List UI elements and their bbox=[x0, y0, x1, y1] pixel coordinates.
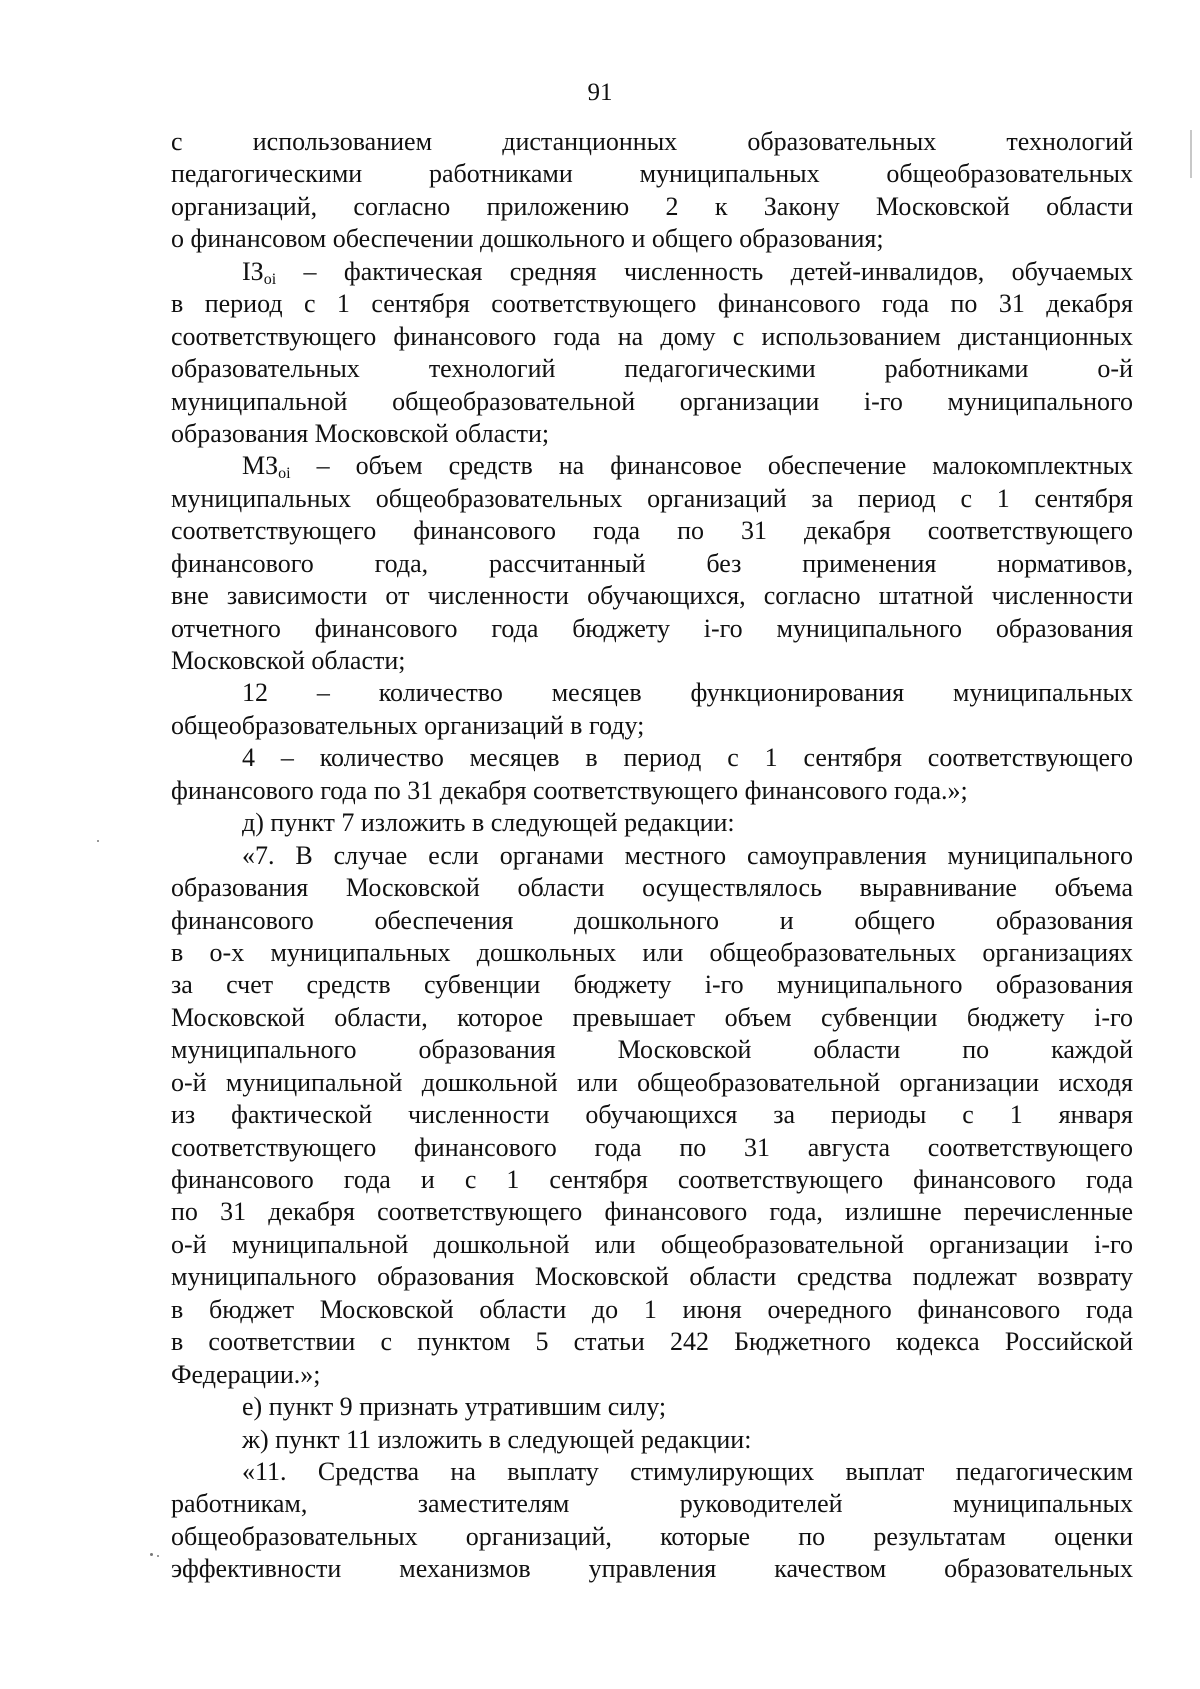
text-line bbox=[171, 1521, 1133, 1553]
line-text: о-й муниципальной дошкольной или общеобразовательной организации i-го bbox=[171, 1229, 1133, 1259]
line-text: образования Московской области; bbox=[171, 418, 550, 448]
line-text: эффективности механизмов управления качеством образовательных bbox=[171, 1554, 1133, 1584]
symbol-name: IЗ bbox=[242, 256, 264, 286]
text-line bbox=[171, 1067, 1133, 1099]
text-line bbox=[171, 742, 1133, 774]
text-line bbox=[171, 1553, 1133, 1585]
line-text: 4 – количество месяцев в период с 1 сентября соответствующего bbox=[242, 743, 1133, 773]
line-text: соответствующего финансового года на дому с использованием дистанционных bbox=[171, 321, 1133, 351]
text-line bbox=[171, 223, 1133, 255]
line-text: образования Московской области осуществлялось выравнивание объема bbox=[171, 873, 1133, 903]
text-line bbox=[171, 645, 1133, 677]
scan-speck bbox=[97, 840, 99, 842]
line-text: за счет средств субвенции бюджету i-го муниципального образования bbox=[171, 970, 1133, 1000]
line-text: организаций, согласно приложению 2 к Закону Московской области bbox=[171, 191, 1133, 221]
line-text: финансового обеспечения дошкольного и общего образования bbox=[171, 905, 1133, 935]
line-text: д) пункт 7 изложить в следующей редакции: bbox=[242, 808, 735, 838]
line-text: о финансовом обеспечении дошкольного и общего образования; bbox=[171, 224, 884, 254]
line-text: финансового года по 31 декабря соответствующего финансового года.»; bbox=[171, 775, 968, 805]
line-text: соответствующего финансового года по 31 декабря соответствующего bbox=[171, 516, 1133, 546]
scan-edge-mark bbox=[1190, 130, 1192, 178]
text-line bbox=[171, 580, 1133, 612]
line-text: в бюджет Московской области до 1 июня очередного финансового года bbox=[171, 1294, 1133, 1324]
line-text: Московской области; bbox=[171, 646, 406, 675]
text-line bbox=[171, 1326, 1133, 1358]
line-text: финансового года, рассчитанный без применения нормативов, bbox=[171, 548, 1133, 578]
line-text: общеобразовательных организаций в году; bbox=[171, 710, 645, 740]
line-text: муниципального образования Московской области средства подлежат возврату bbox=[171, 1262, 1133, 1292]
text-line bbox=[171, 710, 1133, 742]
text-line bbox=[171, 1034, 1133, 1066]
line-text: с использованием дистанционных образовательных технологий bbox=[171, 127, 1133, 156]
line-text: образовательных технологий педагогическими работниками о-й bbox=[171, 354, 1133, 384]
text-line bbox=[171, 191, 1133, 223]
line-text: о-й муниципальной дошкольной или общеобразовательной организации исходя bbox=[171, 1067, 1133, 1097]
line-text: муниципальной общеобразовательной организации i-го муниципального bbox=[171, 386, 1133, 416]
text-line bbox=[171, 1099, 1133, 1131]
text-line bbox=[171, 1229, 1133, 1261]
line-text: педагогическими работниками муниципальных общеобразовательных bbox=[171, 159, 1133, 189]
line-text: из фактической численности обучающихся за периоды с 1 января bbox=[171, 1100, 1133, 1130]
line-text: Московской области, которое превышает объем субвенции бюджету i-го bbox=[171, 1002, 1133, 1032]
text-line bbox=[171, 483, 1133, 515]
line-text: е) пункт 9 признать утратившим силу; bbox=[242, 1392, 667, 1422]
text-line bbox=[171, 677, 1133, 709]
text-line bbox=[171, 1488, 1133, 1520]
text-line bbox=[171, 418, 1133, 450]
text-line bbox=[171, 386, 1133, 418]
text-line bbox=[171, 1196, 1133, 1228]
line-text: – фактическая средняя численность детей-инвалидов, обучаемых bbox=[276, 256, 1133, 286]
text-line bbox=[171, 969, 1133, 1001]
text-line bbox=[171, 807, 1133, 839]
text-line bbox=[171, 613, 1133, 645]
line-text: – объем средств на финансовое обеспечение малокомплектных bbox=[290, 451, 1133, 481]
text-line bbox=[171, 775, 1133, 807]
text-line bbox=[171, 450, 1133, 482]
text-line bbox=[171, 1261, 1133, 1293]
text-line bbox=[171, 321, 1133, 353]
line-text: вне зависимости от численности обучающихся, согласно штатной численности bbox=[171, 581, 1133, 611]
line-text: финансового года и с 1 сентября соответствующего финансового года bbox=[171, 1165, 1133, 1194]
document-body bbox=[171, 126, 1133, 1586]
page-number: 91 bbox=[587, 79, 613, 106]
text-line bbox=[171, 1391, 1133, 1423]
line-text: муниципального образования Московской области по каждой bbox=[171, 1035, 1133, 1065]
text-line bbox=[171, 158, 1133, 190]
text-line bbox=[171, 872, 1133, 904]
line-text: муниципальных общеобразовательных организаций за период с 1 сентября bbox=[171, 483, 1133, 513]
line-text: отчетного финансового года бюджету i-го муниципального образования bbox=[171, 613, 1133, 643]
line-text: в соответствии с пунктом 5 статьи 242 Бюджетного кодекса Российской bbox=[171, 1327, 1133, 1357]
text-line bbox=[171, 1294, 1133, 1326]
line-text: ж) пункт 11 изложить в следующей редакции: bbox=[242, 1424, 752, 1454]
text-line bbox=[171, 937, 1133, 969]
text-line bbox=[171, 905, 1133, 937]
line-text: «7. В случае если органами местного самоуправления муниципального bbox=[242, 840, 1133, 870]
symbol-subscript: oi bbox=[278, 465, 291, 483]
text-line bbox=[171, 548, 1133, 580]
text-line bbox=[171, 1359, 1133, 1391]
text-line bbox=[171, 1002, 1133, 1034]
text-line bbox=[171, 256, 1133, 288]
scan-speck bbox=[150, 1553, 153, 1556]
line-text: «11. Средства на выплату стимулирующих выплат педагогическим bbox=[242, 1456, 1133, 1486]
line-text: по 31 декабря соответствующего финансового года, излишне перечисленные bbox=[171, 1197, 1133, 1227]
scan-speck bbox=[157, 1555, 159, 1557]
line-text: в о-х муниципальных дошкольных или общеобразовательных организациях bbox=[171, 937, 1133, 967]
text-line bbox=[171, 1132, 1133, 1164]
line-text: общеобразовательных организаций, которые по результатам оценки bbox=[171, 1521, 1133, 1551]
line-text: работникам, заместителям руководителей муниципальных bbox=[171, 1489, 1133, 1519]
line-text: в период с 1 сентября соответствующего финансового года по 31 декабря bbox=[171, 289, 1133, 319]
text-line bbox=[171, 515, 1133, 547]
line-text: 12 – количество месяцев функционирования муниципальных bbox=[242, 678, 1133, 708]
text-line bbox=[171, 840, 1133, 872]
text-line bbox=[171, 1456, 1133, 1488]
text-line bbox=[171, 1424, 1133, 1456]
symbol-name: МЗ bbox=[242, 451, 279, 481]
text-line bbox=[171, 126, 1133, 158]
line-text: Федерации.»; bbox=[171, 1359, 321, 1389]
text-line bbox=[171, 353, 1133, 385]
text-line bbox=[171, 1164, 1133, 1196]
symbol-subscript: oi bbox=[263, 270, 277, 288]
line-text: соответствующего финансового года по 31 августа соответствующего bbox=[171, 1132, 1133, 1162]
text-line bbox=[171, 288, 1133, 320]
